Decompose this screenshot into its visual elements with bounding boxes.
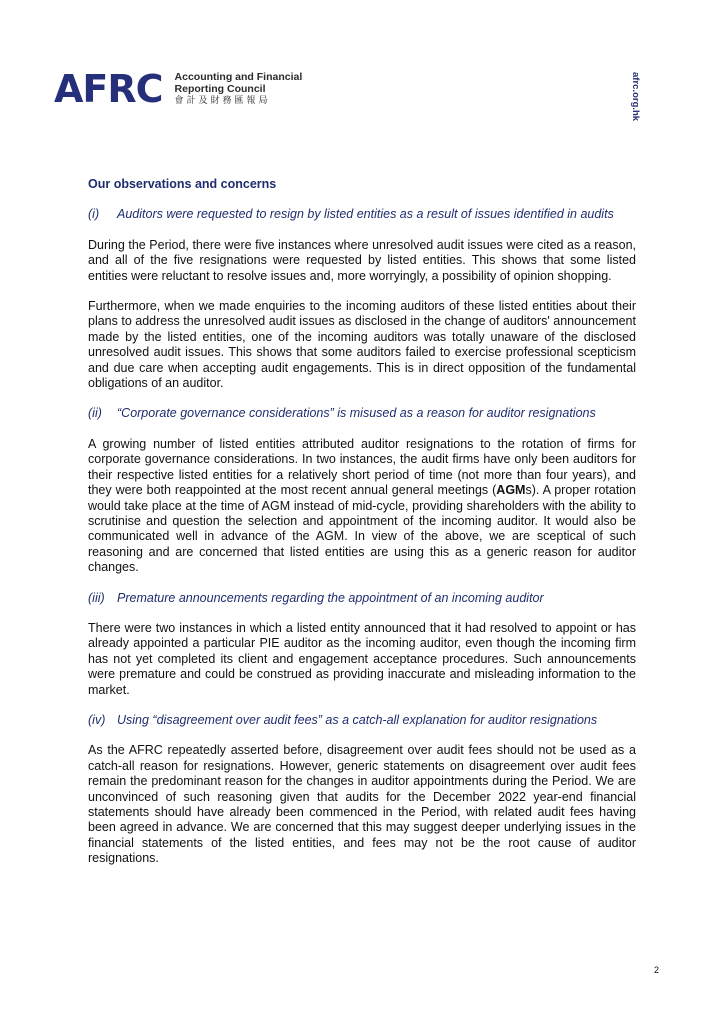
subheading-iv: (iv) Using “disagreement over audit fees” as a catch-all explanation for auditor resignations (88, 712, 598, 727)
website-link[interactable]: afrc.org.hk (630, 72, 641, 122)
paragraph: As the AFRC repeatedly asserted before, disagreement over audit fees should not be used as a catch-all reason for resignations. However, generic statements on disagreement over audit fees remain the predominant reason for the changes in auditor appointments during the Period. We are unconvinced of such reasoning given that audits for the December 2022 year-end financial statements should have already been commenced in the Period, with related audit fees having been agreed in advance. We are concerned that this may suggest deeper underlying issues in the financial statements of the listed entities, and fees may not be the root cause of auditor resignations. (88, 743, 636, 866)
document-body (88, 177, 636, 882)
afrc-logo (54, 67, 303, 112)
paragraph: During the Period, there were five instances where unresolved audit issues were cited as a reason, and all of the five resignations were requested by listed entities. This shows that some listed entities were reluctant to resolve issues and, more worryingly, a possibility of opinion shopping. (88, 237, 636, 283)
paragraph: A growing number of listed entities attributed auditor resignations to the rotation of firms for corporate governance considerations. In two instances, the audit firms have only been auditors for their respective listed entities for a relatively short period of time (not more than four years), and they were both reappointed at the most recent annual general meetings (AGMs). A proper rotation would take place at the time of AGM instead of mid-cycle, providing shareholders with the ability to scrutinise and question the selection and appointment of the incoming auditor. It would also be communicated well in advance of the AGM. In view of the above, we are sceptical of such reasoning and are concerned that listed entities are using this as a generic reason for auditor changes. (88, 436, 636, 575)
logo-line2: Reporting Council (174, 82, 266, 95)
section-title: Our observations and concerns (88, 177, 277, 191)
paragraph: There were two instances in which a listed entity announced that it had resolved to appoint or has already appointed a particular PIE auditor as the incoming auditor, even though the incoming firm has not yet completed its client and engagement acceptance procedures. Such announcements were premature and could be construed as providing inaccurate and misleading information to the market. (88, 620, 636, 697)
subheading-iii: (iii) Premature announcements regarding the appointment of an incoming auditor (88, 590, 544, 605)
paragraph: Furthermore, when we made enquiries to the incoming auditors of these listed entities about their plans to address the unresolved audit issues as disclosed in the change of auditors' announcement made by the listed entities, one of the incoming auditors was totally unaware of the disclosed unresolved audit issues. This shows that some auditors failed to exercise professional scepticism and due care when accepting audit engagements. This is in direct opposition of the fundamental obligations of an auditor. (88, 299, 636, 391)
logo-line1: Accounting and Financial (174, 71, 303, 83)
page-number: 2 (654, 965, 660, 975)
subheading-ii: (ii) “Corporate governance considerations” is misused as a reason for auditor resignations (88, 406, 596, 421)
logo-chinese: 會計及財務匯報局 (174, 95, 271, 105)
subheading-i: (i) Auditors were requested to resign by listed entities as a result of issues identified in audits (88, 207, 614, 222)
logo-mark: AFRC (54, 67, 163, 112)
